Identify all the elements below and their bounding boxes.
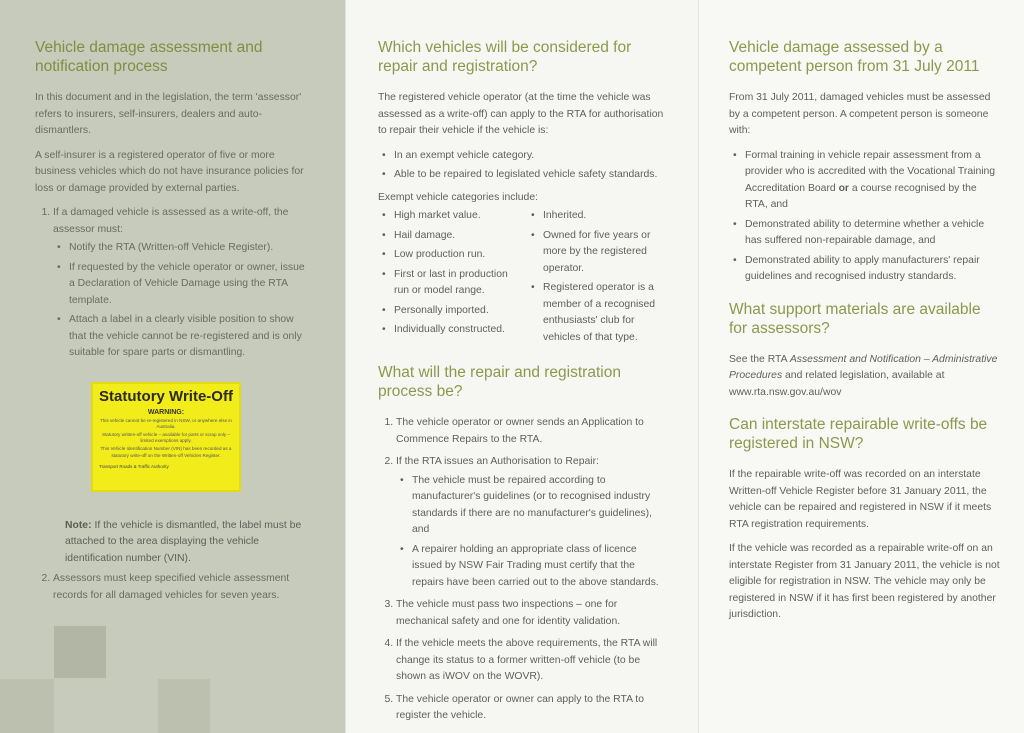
list-item: • Personally imported. bbox=[394, 303, 519, 320]
bold-or: or bbox=[838, 182, 849, 194]
list-item: • Registered operator is a member of a recognised enthusiasts' club for vehicles of that type. bbox=[543, 280, 668, 346]
label-line: This vehicle cannot be re-registered in NSW, or anywhere else in Australia. bbox=[99, 417, 232, 429]
exempt-categories bbox=[378, 208, 668, 349]
paragraph-interstate-after: If the vehicle was recorded as a repairable write-off on an interstate Register from 31 January 2011, the vehicle is not eligible for registration in NSW. The vehicle may only be registered in NSW if it has first been registered by another jurisdiction. bbox=[729, 543, 1000, 620]
bullet-text: Formal training in vehicle repair assessment from a provider who is accredited with the Vocational Training Accreditation Board bbox=[745, 149, 996, 194]
paragraph-authorisation: The registered vehicle operator (at the time the vehicle was assessed as a write-off) can apply to the RTA for authorisation to repair their vehicle if the vehicle is: bbox=[378, 92, 664, 136]
list-item: • If requested by the vehicle operator or owner, issue a Declaration of Vehicle Damage using the RTA template. bbox=[69, 260, 313, 310]
list-item: 2. Assessors must keep specified vehicle assessment records for all damaged vehicles for seven years. bbox=[53, 571, 313, 604]
heading-which-vehicles: Which vehicles will be considered for repair and registration? bbox=[378, 39, 632, 75]
vehicle-conditions-list bbox=[378, 148, 668, 184]
list-item: 5. The vehicle operator or owner can apply to the RTA to register the vehicle. bbox=[396, 692, 668, 725]
list-item: • Demonstrated ability to apply manufacturers' repair guidelines and recognised industry standards. bbox=[745, 253, 1002, 286]
decorative-square bbox=[0, 679, 54, 733]
paragraph-self-insurer: A self-insurer is a registered operator of five or more business vehicles which do not have insurance policies for loss or damage provided by external parties. bbox=[35, 149, 304, 194]
label-warning: WARNING: bbox=[147, 408, 185, 416]
list-item: • Hail damage. bbox=[394, 228, 519, 245]
list-item: • Inherited. bbox=[543, 208, 668, 225]
bullet-text: a course recognised by the RTA, and bbox=[745, 182, 977, 210]
list-item: • Individually constructed. bbox=[394, 322, 519, 339]
exempt-list-right bbox=[527, 208, 668, 349]
exempt-list-left bbox=[378, 208, 519, 349]
heading-competent-person: Vehicle damage assessed by a competent person from 31 July 2011 bbox=[729, 39, 980, 75]
panel-right bbox=[698, 0, 1024, 733]
heading-interstate: Can interstate repairable write-offs be registered in NSW? bbox=[729, 416, 988, 452]
label-title: Statutory Write-Off bbox=[99, 387, 233, 405]
list-item: • Low production run. bbox=[394, 247, 519, 264]
label-line: This Vehicle Identification Number (VIN) has been recorded as a statutory write-off on the Written-off Vehicles Register. bbox=[100, 446, 232, 458]
list-item: • Notify the RTA (Written-off Vehicle Register). bbox=[69, 240, 313, 257]
step-text: If the RTA issues an Authorisation to Repair: bbox=[396, 456, 599, 467]
list-item: • High market value. bbox=[394, 208, 519, 225]
assessor-steps-list bbox=[35, 205, 313, 362]
heading-support-materials: What support materials are available for assessors? bbox=[729, 300, 981, 337]
heading-assessment-process: Vehicle damage assessment and notification process bbox=[35, 39, 263, 75]
competency-list bbox=[729, 148, 1002, 286]
panel-middle bbox=[345, 0, 698, 733]
statutory-write-off-label bbox=[91, 382, 241, 492]
list-item: • Demonstrated ability to determine whether a vehicle has suffered non-repairable damage, and bbox=[745, 217, 1002, 250]
list-item bbox=[745, 148, 1002, 214]
list-item: • In an exempt vehicle category. bbox=[394, 148, 668, 165]
exempt-intro: Exempt vehicle categories include: bbox=[378, 191, 538, 203]
paragraph-assessor-definition: In this document and in the legislation, the term 'assessor' refers to insurers, self-insurers, dealers and auto-dismantlers. bbox=[35, 92, 302, 136]
support-text: and related legislation, available at www.rta.nsw.gov.au/wov bbox=[729, 370, 945, 398]
note-text: If the vehicle is dismantled, the label must be attached to the area displaying the vehicle identification number (VIN). bbox=[65, 519, 302, 564]
note-dismantled bbox=[35, 518, 313, 568]
support-text: See the RTA bbox=[729, 353, 790, 365]
paragraph-support bbox=[729, 352, 1002, 402]
assessor-duties-list bbox=[53, 240, 313, 362]
list-item: 3. The vehicle must pass two inspections – one for mechanical safety and one for identity validation. bbox=[396, 597, 668, 630]
list-item: • Attach a label in a clearly visible position to show that the vehicle cannot be re-registered and is only suitable for spare parts or dismantling. bbox=[69, 312, 313, 362]
note-label: Note: bbox=[65, 519, 92, 531]
publication-title: Assessment and Notification – Administrative Procedures bbox=[729, 353, 998, 381]
assessor-steps-list-cont bbox=[35, 571, 313, 604]
list-item: • Owned for five years or more by the registered operator. bbox=[543, 228, 668, 278]
panel-left bbox=[0, 0, 345, 733]
repair-conditions-list bbox=[396, 473, 668, 592]
list-item bbox=[53, 205, 313, 362]
heading-repair-process: What will the repair and registration process be? bbox=[378, 364, 621, 400]
rta-logo: Transport Roads & Traffic Authority bbox=[99, 463, 169, 469]
step-text: If a damaged vehicle is assessed as a write-off, the assessor must: bbox=[53, 207, 289, 235]
decorative-square bbox=[158, 679, 210, 733]
list-item: • A repairer holding an appropriate class of licence issued by NSW Fair Trading must certify that the repairs have been carried out to the above standards. bbox=[412, 542, 668, 592]
list-item bbox=[396, 454, 668, 591]
paragraph-interstate-before: If the repairable write-off was recorded on an interstate Written-off Vehicle Register before 31 January 2011, the vehicle can be repaired and registered in NSW if it meets RTA registration requirements. bbox=[729, 469, 992, 530]
list-item: 4. If the vehicle meets the above requirements, the RTA will change its status to a former written-off vehicle (to be shown as iWOV on the WOVR). bbox=[396, 636, 668, 686]
list-item: • The vehicle must be repaired according to manufacturer's guidelines (or to recognised industry standards if there are no manufacturer's guidelines), and bbox=[412, 473, 668, 539]
list-item: 1. The vehicle operator or owner sends an Application to Commence Repairs to the RTA. bbox=[396, 415, 668, 448]
label-line: Statutory written-off vehicle – available for parts or scrap only – limited exemptions apply. bbox=[101, 431, 231, 444]
list-item: • Able to be repaired to legislated vehicle safety standards. bbox=[394, 167, 668, 184]
paragraph-competent-person: From 31 July 2011, damaged vehicles must be assessed by a competent person. A competent person is someone with: bbox=[729, 92, 991, 136]
decorative-square bbox=[54, 626, 106, 678]
list-item: • First or last in production run or model range. bbox=[394, 267, 519, 300]
repair-steps-list bbox=[378, 415, 668, 725]
